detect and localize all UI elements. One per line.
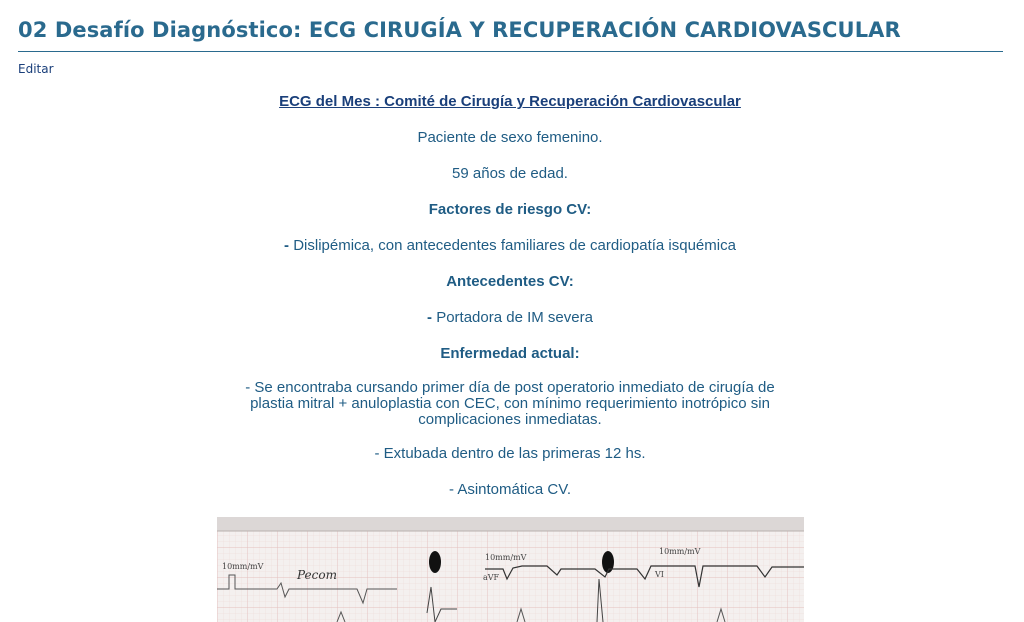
current-illness-line-2: plastia mitral + anuloplastia con CEC, con mínimo requerimiento inotrópico sin	[250, 395, 770, 412]
risk-factors-text: Dislipémica, con antecedentes familiares de cardiopatía isquémica	[293, 237, 736, 254]
patient-sex: Paciente de sexo femenino.	[417, 129, 603, 146]
current-illness-title: Enfermedad actual:	[440, 345, 580, 362]
ecg-lead-label-2: VI	[655, 570, 664, 579]
ecg-strip	[217, 517, 804, 622]
article-heading-link[interactable]: ECG del Mes : Comité de Cirugía y Recuperación Cardiovascular	[279, 93, 741, 110]
cv-history-text: Portadora de IM severa	[436, 309, 593, 326]
ecg-marker-dot	[429, 551, 441, 573]
asymptomatic-text: - Asintomática CV.	[449, 481, 571, 498]
current-illness-paragraph	[215, 380, 805, 428]
ecg-calibration-label-left: 10mm/mV	[222, 562, 264, 571]
page-title: 02 Desafío Diagnóstico: ECG CIRUGÍA Y RECUPERACIÓN CARDIOVASCULAR	[18, 18, 901, 42]
cv-history-title: Antecedentes CV:	[446, 273, 574, 290]
ecg-handwriting: Pecom	[297, 568, 337, 582]
ecg-calibration-label-right: 10mm/mV	[659, 547, 701, 556]
extubation-text: - Extubada dentro de las primeras 12 hs.	[374, 445, 646, 462]
current-illness-line-3: complicaciones inmediatas.	[418, 411, 602, 428]
title-divider	[18, 51, 1003, 52]
bullet-dash: -	[284, 237, 294, 254]
risk-factors-item	[215, 236, 805, 256]
cv-history-item	[215, 308, 805, 328]
ecg-lead-label-1: aVF	[483, 573, 500, 582]
article-body	[215, 92, 805, 536]
patient-age: 59 años de edad.	[452, 165, 568, 182]
ecg-calibration-label-mid: 10mm/mV	[485, 553, 527, 562]
ecg-image	[217, 517, 804, 622]
risk-factors-title: Factores de riesgo CV:	[428, 201, 592, 218]
edit-link[interactable]: Editar	[18, 62, 54, 76]
current-illness-line-1: - Se encontraba cursando primer día de post operatorio inmediato de cirugía de	[245, 379, 775, 396]
bullet-dash: -	[427, 309, 437, 326]
